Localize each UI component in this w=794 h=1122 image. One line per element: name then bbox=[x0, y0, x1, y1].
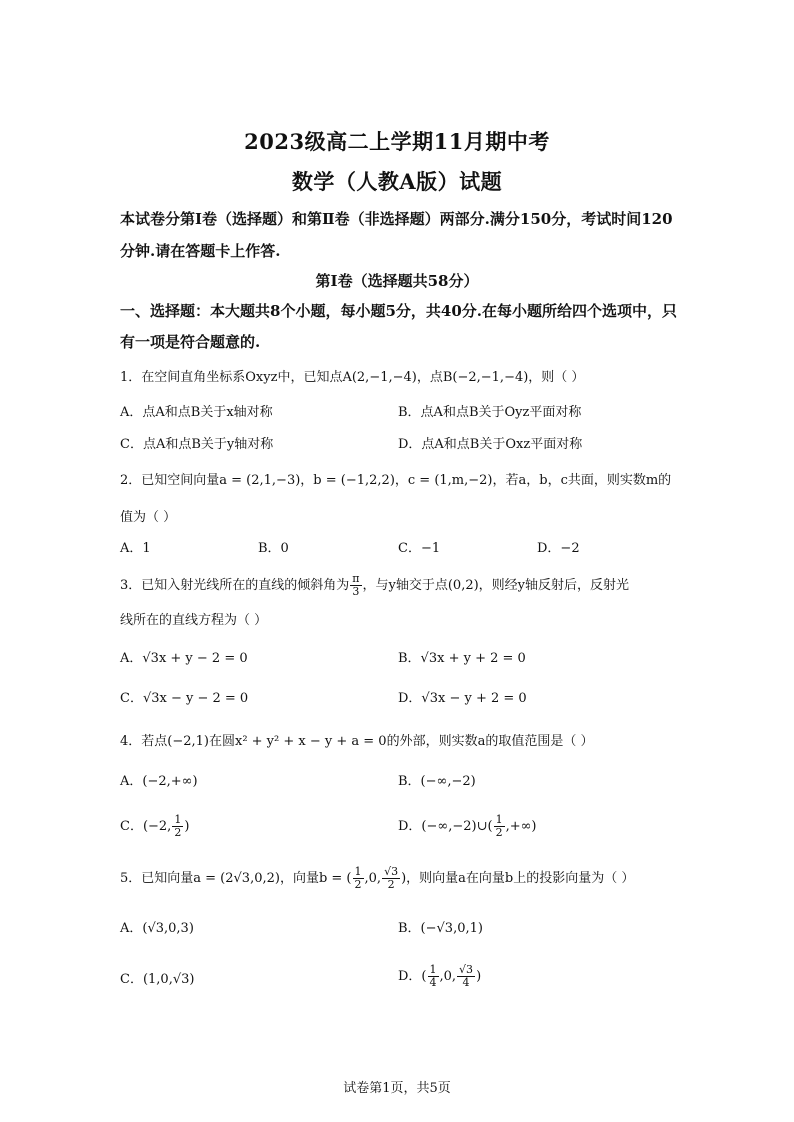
question-4-stem: 4．若点(−2,1)在圆x² + y² + x − y + a = 0的外部，则实数a的取值范围是（ ） bbox=[120, 734, 594, 749]
question-1-option-a[interactable]: A．点A和点B关于x轴对称 bbox=[120, 405, 273, 420]
question-5-option-d[interactable] bbox=[398, 964, 481, 989]
question-3-stem bbox=[120, 573, 629, 598]
q4-c-post: ) bbox=[184, 819, 190, 834]
section-title: 第Ⅰ卷（选择题共58分） bbox=[315, 272, 479, 290]
question-3-option-b[interactable]: B．√3x + y + 2 = 0 bbox=[398, 651, 526, 666]
q5-d2-denominator: 4 bbox=[462, 976, 470, 989]
page-footer: 试卷第1页，共5页 bbox=[343, 1081, 451, 1096]
question-1-stem: 1．在空间直角坐标系Oxyz中，已知点A(2,−1,−4)，点B(−2,−1,−4)，则（ ） bbox=[120, 370, 585, 385]
question-3-option-d[interactable]: D．√3x − y + 2 = 0 bbox=[398, 691, 527, 706]
q5-b2-denominator: 2 bbox=[387, 878, 395, 891]
question-3-stem-cont: 线所在的直线方程为（ ） bbox=[120, 613, 268, 628]
exam-title-line1: 2023级高二上学期11月期中考 bbox=[244, 129, 550, 154]
question-2-option-d[interactable]: D．−2 bbox=[537, 541, 580, 556]
question-2-option-a[interactable]: A．1 bbox=[120, 541, 151, 556]
question-5-option-a[interactable]: A．(√3,0,3) bbox=[120, 921, 194, 936]
q4-d-denominator: 2 bbox=[495, 826, 503, 839]
q5-d1-fraction bbox=[428, 964, 439, 989]
question-3-stem-post: ，与y轴交于点(0,2)，则经y轴反射后，反射光 bbox=[362, 578, 630, 593]
q4-d-pre: D．(−∞,−2)∪( bbox=[398, 819, 493, 834]
question-5-option-c[interactable]: C．(1,0,√3) bbox=[120, 972, 195, 987]
q5-b-mid: ,0, bbox=[364, 871, 382, 886]
q4-c-numerator: 1 bbox=[174, 813, 182, 826]
question-1-option-c[interactable]: C．点A和点B关于y轴对称 bbox=[120, 437, 274, 452]
angle-numerator: π bbox=[352, 572, 360, 585]
angle-fraction bbox=[350, 573, 361, 598]
part1-heading: 一、选择题：本大题共8个小题，每小题5分，共40分.在每小题所给四个选项中，只有一项是符合题意的. bbox=[120, 302, 677, 351]
q4-c-pre: C．(−2, bbox=[120, 819, 172, 834]
q5-stem-post: )，则向量a在向量b上的投影向量为（ ） bbox=[401, 871, 635, 886]
q5-b2-numerator: √3 bbox=[384, 865, 399, 878]
question-4-option-c[interactable] bbox=[120, 814, 189, 839]
question-4-option-d[interactable] bbox=[398, 814, 537, 839]
question-2-option-b[interactable]: B．0 bbox=[258, 541, 289, 556]
q5-b2-fraction bbox=[382, 866, 400, 891]
question-2-stem-cont: 值为（ ） bbox=[120, 510, 177, 525]
question-5-option-b[interactable]: B．(−√3,0,1) bbox=[398, 921, 483, 936]
q5-b1-fraction bbox=[353, 866, 364, 891]
question-5-stem bbox=[120, 866, 634, 891]
q5-stem-pre: 5．已知向量a = (2√3,0,2)，向量b = ( bbox=[120, 871, 352, 886]
exam-intro: 本试卷分第Ⅰ卷（选择题）和第Ⅱ卷（非选择题）两部分.满分150分，考试时间120分钟.请在答题卡上作答. bbox=[120, 210, 673, 260]
question-1-option-d[interactable]: D．点A和点B关于Oxz平面对称 bbox=[398, 437, 583, 452]
q4-c-fraction bbox=[172, 814, 183, 839]
question-2-option-c[interactable]: C．−1 bbox=[398, 541, 441, 556]
q4-d-post: ,+∞) bbox=[505, 819, 537, 834]
q4-d-numerator: 1 bbox=[495, 813, 503, 826]
question-3-option-a[interactable]: A．√3x + y − 2 = 0 bbox=[120, 651, 248, 666]
q4-c-denominator: 2 bbox=[174, 826, 182, 839]
q5-b1-numerator: 1 bbox=[354, 865, 362, 878]
question-1-option-b[interactable]: B．点A和点B关于Oyz平面对称 bbox=[398, 405, 582, 420]
angle-denominator: 3 bbox=[352, 585, 360, 598]
q5-d-mid: ,0, bbox=[439, 969, 457, 984]
question-2-stem: 2．已知空间向量a = (2,1,−3)，b = (−1,2,2)，c = (1,m,−2)，若a，b，c共面，则实数m的 bbox=[120, 473, 672, 488]
q5-d1-numerator: 1 bbox=[429, 963, 437, 976]
q5-d2-numerator: √3 bbox=[459, 963, 474, 976]
exam-title-line2: 数学（人教A版）试题 bbox=[291, 169, 503, 194]
q4-d-fraction bbox=[494, 814, 505, 839]
q5-d1-denominator: 4 bbox=[429, 976, 437, 989]
question-3-option-c[interactable]: C．√3x − y − 2 = 0 bbox=[120, 691, 249, 706]
q5-b1-denominator: 2 bbox=[354, 878, 362, 891]
q5-d2-fraction bbox=[457, 964, 475, 989]
question-4-option-a[interactable]: A．(−2,+∞) bbox=[120, 774, 198, 789]
q5-d-pre: D．( bbox=[398, 969, 427, 984]
question-4-option-b[interactable]: B．(−∞,−2) bbox=[398, 774, 476, 789]
question-3-stem-pre: 3．已知入射光线所在的直线的倾斜角为 bbox=[120, 578, 350, 593]
q5-d-post: ) bbox=[476, 969, 482, 984]
